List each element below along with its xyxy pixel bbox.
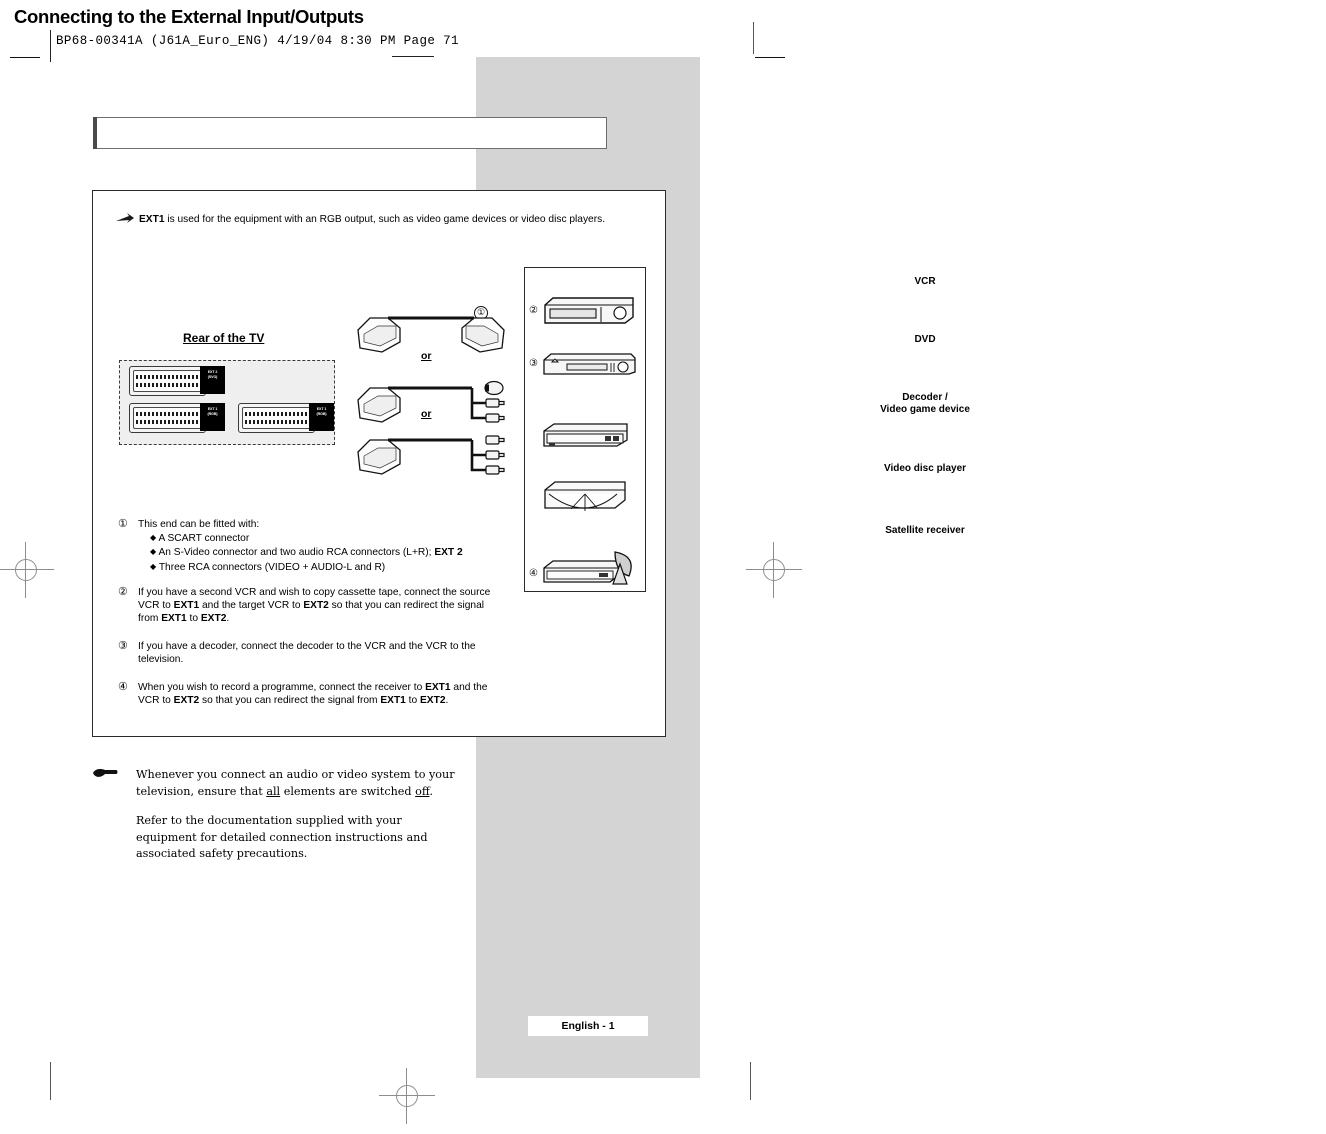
device-number-satellite: ④: [529, 568, 538, 579]
dvd-icon: [541, 352, 637, 376]
pointing-hand-icon: [92, 766, 118, 782]
note-2-number: ②: [118, 586, 128, 598]
device-label-decoder-line2: Video game device: [880, 404, 970, 415]
note-1: [118, 518, 538, 574]
device-number-dvd: ③: [529, 358, 538, 369]
print-header-text: BP68-00341A (J61A_Euro_ENG) 4/19/04 8:30 PM Page 71: [56, 34, 459, 48]
intro-text: [139, 213, 649, 226]
registration-mark-left: [0, 542, 54, 598]
video-disc-player-icon: [541, 480, 631, 516]
note-4: [118, 681, 498, 707]
device-number-vcr: ②: [529, 305, 538, 316]
cable-diagrams: [352, 296, 512, 466]
note-3: [118, 640, 498, 666]
scart-ext1-rgb-left: [129, 403, 206, 433]
note-4-number: ④: [118, 681, 128, 693]
safety-note-paragraph-1: Whenever you connect an audio or video system to your television, ensure that all elements are switched off.: [136, 768, 455, 798]
intro-rest: is used for the equipment with an RGB output, such as video game devices or video disc players.: [164, 214, 606, 225]
scart-ext1-rgb-left-tag: EXT 1 (RGB): [200, 403, 225, 431]
note-1-bullet-2: An S-Video connector and two audio RCA connectors (L+R);: [158, 547, 435, 559]
trim-mark-top-right-v: [753, 22, 754, 54]
scart-ext1-rgb-right-tag: EXT 1 (RGB): [309, 403, 334, 431]
trim-mark-top-left-h: [10, 57, 40, 58]
note-1-bullet-3: Three RCA connectors (VIDEO + AUDIO-L and R): [158, 561, 386, 573]
note-4-text: When you wish to record a programme, connect the receiver to EXT1 and the VCR to EXT2 so that you can redirect the signal from EXT1 to EXT2.: [138, 682, 488, 707]
note-2-text: If you have a second VCR and wish to copy cassette tape, connect the source VCR to EXT1 and the target VCR to EXT2 so that you can redirect the signal from EXT1 to EXT2.: [138, 587, 491, 625]
trim-mark-top-right-h: [755, 57, 785, 58]
page-footer: English - 1: [528, 1016, 648, 1036]
note-1-number: ①: [118, 518, 128, 530]
diamond-bullet-icon: ◆: [150, 561, 157, 571]
decoder-video-game-device-icon: [541, 422, 631, 448]
safety-note: [136, 767, 456, 876]
registration-mark-right: [746, 542, 802, 598]
device-label-dvd: DVD: [914, 334, 936, 345]
scart-ext2-svo-tag: EXT 2 (SVO): [200, 366, 225, 394]
page-title: Connecting to the External Input/Outputs: [14, 6, 364, 27]
device-label-satellite-receiver: Satellite receiver: [885, 525, 965, 536]
title-accent-bar: [93, 117, 97, 149]
scart-ext1-rgb-right: [238, 403, 315, 433]
safety-note-paragraph-2: Refer to the documentation supplied with your equipment for detailed connection instructions and associated safety precautions.: [136, 814, 428, 860]
device-label-decoder-line1: Decoder /: [902, 392, 948, 403]
note-3-text: If you have a decoder, connect the decoder to the VCR and the VCR to the television.: [138, 641, 476, 666]
satellite-receiver-icon: [541, 542, 641, 586]
scart-to-scart-cable: [358, 318, 504, 352]
chapter-title-box: [93, 117, 607, 149]
trim-mark-bottom-left-v: [50, 1062, 51, 1100]
cable-separator-2: or: [421, 408, 432, 420]
note-2: [118, 586, 498, 626]
header-underline: [392, 56, 434, 57]
device-label-video-disc-player: Video disc player: [883, 463, 967, 474]
cable-callout-number: ①: [474, 302, 488, 320]
note-1-lead: This end can be fitted with:: [138, 519, 260, 530]
header-rule: [50, 30, 51, 62]
diamond-bullet-icon: ◆: [150, 533, 157, 543]
rear-of-tv-heading: Rear of the TV: [183, 331, 265, 345]
note-1-bullet-1: A SCART connector: [158, 533, 250, 545]
device-label-vcr: VCR: [914, 276, 936, 287]
trim-mark-bottom-right-v: [750, 1062, 751, 1100]
diamond-bullet-icon: ◆: [150, 547, 157, 557]
arrow-bullet-icon: [115, 212, 135, 226]
intro-strong: EXT1: [139, 214, 165, 225]
vcr-icon: [541, 295, 637, 325]
note-3-number: ③: [118, 640, 128, 652]
scart-ext2-svo: [129, 366, 206, 396]
note-1-bullet-2-strong: EXT 2: [434, 547, 463, 559]
registration-mark-bottom: [379, 1068, 435, 1124]
cable-separator-1: or: [421, 350, 432, 362]
